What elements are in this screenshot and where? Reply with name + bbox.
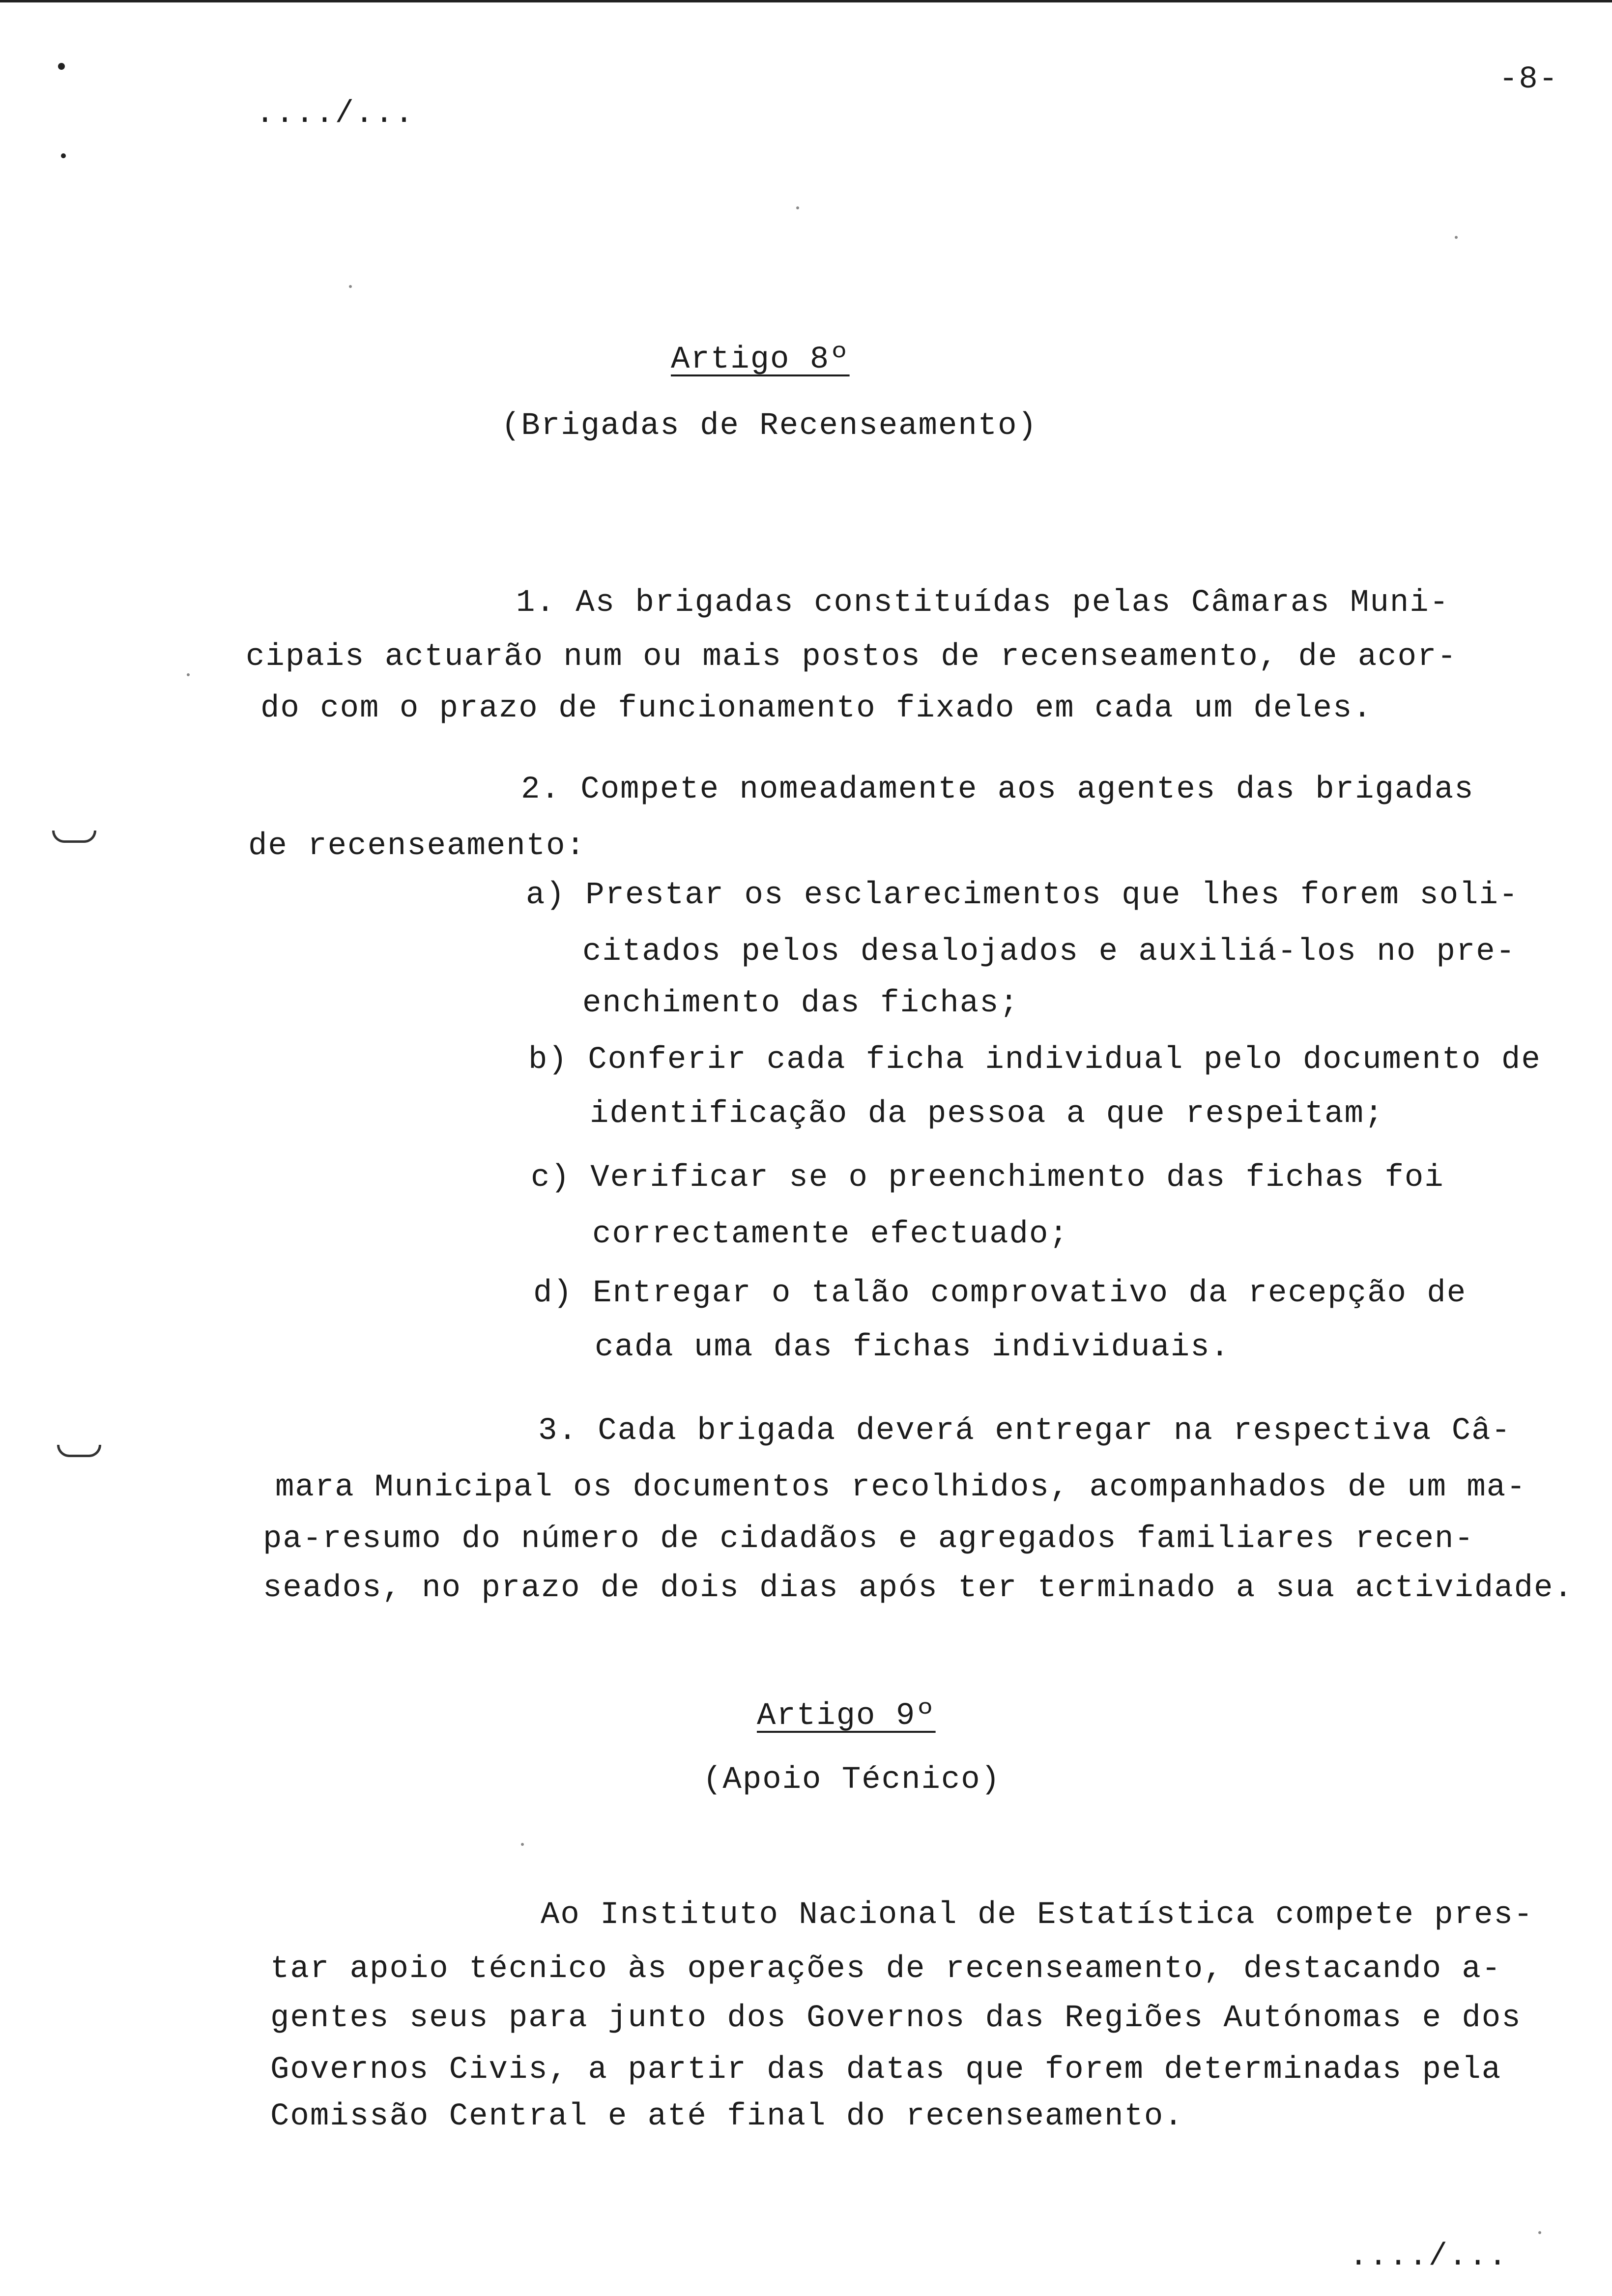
article-8-p1-line2: cipais actuarão num ou mais postos de recenseamento, de acor-: [246, 639, 1457, 675]
speck: [349, 285, 352, 288]
article-8-p3-line3: pa-resumo do número de cidadãos e agregados familiares recen-: [263, 1521, 1474, 1557]
continuation-marker-top: ..../...: [256, 96, 415, 132]
item-d-line2: cada uma das fichas individuais.: [595, 1330, 1230, 1365]
item-b-line1: b) Conferir cada ficha individual pelo documento de: [528, 1042, 1541, 1078]
item-a-line2: citados pelos desalojados e auxiliá-los no pre-: [582, 934, 1516, 970]
article-8-p2-line1: 2. Compete nomeadamente aos agentes das brigadas: [521, 772, 1474, 807]
article-9-p1-line3: gentes seus para junto dos Governos das Regiões Autónomas e dos: [270, 2001, 1522, 2036]
margin-dot: [61, 153, 66, 158]
article-9-p1-line1: Ao Instituto Nacional de Estatística compete pres-: [541, 1897, 1534, 1933]
article-9-p1-line2: tar apoio técnico às operações de recenseamento, destacando a-: [270, 1952, 1502, 1987]
item-c-line1: c) Verificar se o preenchimento das fichas foi: [531, 1160, 1444, 1196]
article-8-subtitle: (Brigadas de Recenseamento): [501, 408, 1037, 444]
item-a-line1: a) Prestar os esclarecimentos que lhes forem soli-: [526, 878, 1519, 913]
punch-hole-mark: [57, 1445, 101, 1457]
speck: [1538, 2231, 1541, 2234]
speck: [187, 673, 190, 676]
item-c-line2: correctamente efectuado;: [592, 1217, 1069, 1252]
page-number: -8-: [1499, 62, 1559, 97]
item-d-line1: d) Entregar o talão comprovativo da recepção de: [533, 1276, 1467, 1311]
article-8-p2-line2: de recenseamento:: [248, 829, 586, 864]
article-9-p1-line4: Governos Civis, a partir das datas que forem determinadas pela: [270, 2052, 1502, 2088]
article-9-subtitle: (Apoio Técnico): [703, 1762, 1001, 1798]
top-border: [0, 0, 1612, 2]
article-8-title: Artigo 8º: [671, 342, 850, 377]
article-8-p3-line4: seados, no prazo de dois dias após ter terminado a sua actividade.: [263, 1571, 1574, 1606]
article-9-title: Artigo 9º: [757, 1698, 936, 1734]
speck: [1455, 236, 1458, 239]
item-a-line3: enchimento das fichas;: [582, 986, 1019, 1021]
item-b-line2: identificação da pessoa a que respeitam;: [590, 1096, 1384, 1132]
margin-dot: [58, 63, 65, 70]
article-8-p1-line1: 1. As brigadas constituídas pelas Câmaras Muni-: [516, 585, 1450, 621]
article-8-p3-line2: mara Municipal os documentos recolhidos, acompanhados de um ma-: [275, 1470, 1526, 1505]
speck: [796, 206, 799, 209]
speck: [521, 1843, 524, 1846]
continuation-marker-bottom: ..../...: [1349, 2239, 1508, 2274]
punch-hole-mark: [52, 831, 96, 843]
article-9-p1-line5: Comissão Central e até final do recenseamento.: [270, 2099, 1184, 2134]
article-8-p3-line1: 3. Cada brigada deverá entregar na respectiva Câ-: [538, 1413, 1511, 1449]
article-8-p1-line3: do com o prazo de funcionamento fixado em cada um deles.: [260, 691, 1373, 726]
